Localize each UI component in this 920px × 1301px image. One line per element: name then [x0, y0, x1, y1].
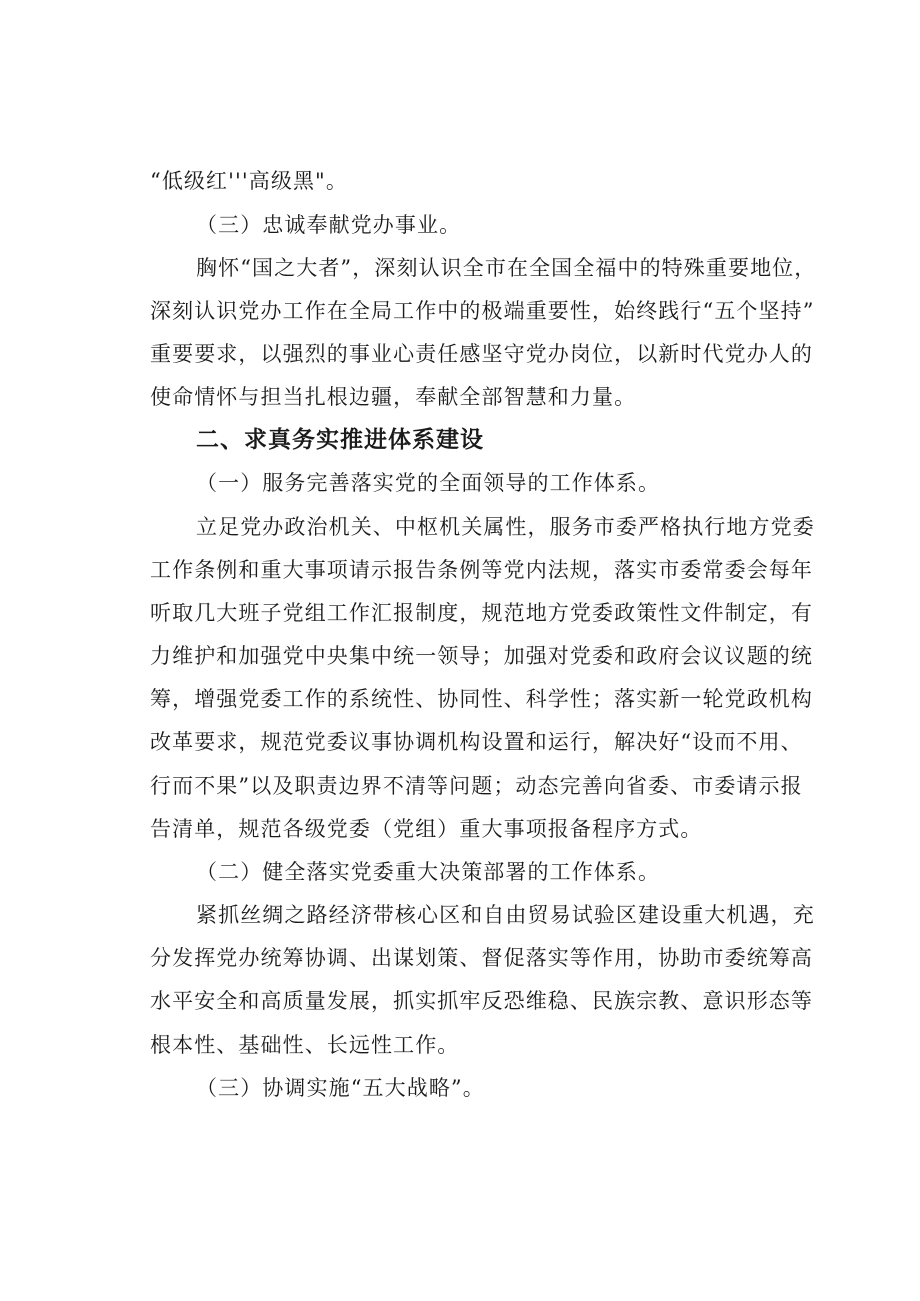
paragraph-line: 深刻认识党办工作在全局工作中的极端重要性，始终践行“五个坚持” — [150, 299, 815, 323]
section-heading: 二、求真务实推进体系建设 — [196, 427, 484, 453]
subheading-line: （三）忠诚奉献党办事业。 — [196, 213, 462, 237]
subheading-line: （一）服务完善落实党的全面领导的工作体系。 — [196, 471, 661, 495]
paragraph-line: 行而不果”以及职责边界不清等问题；动态完善向省委、市委请示报 — [150, 774, 803, 798]
paragraph-line: 改革要求，规范党委议事协调机构设置和运行，解决好“设而不用、 — [150, 730, 803, 754]
paragraph-line: 分发挥党办统筹协调、出谋划策、督促落实等作用，协助市委统筹高 — [150, 946, 813, 970]
paragraph-line: 听取几大班子党组工作汇报制度，规范地方党委政策性文件制定，有 — [150, 601, 813, 625]
subheading-line: （二）健全落实党委重大决策部署的工作体系。 — [196, 860, 661, 884]
paragraph-line: 立足党办政治机关、中枢机关属性，服务市委严格执行地方党委 — [196, 515, 815, 539]
subheading-line: （三）协调实施“五大战略”。 — [196, 1076, 485, 1100]
paragraph-line: “低级红'''高级黑"。 — [150, 169, 348, 193]
paragraph-line: 力维护和加强党中央集中统一领导；加强对党委和政府会议议题的统 — [150, 644, 813, 668]
paragraph-line: 根本性、基础性、长远性工作。 — [150, 1033, 460, 1057]
paragraph-line: 紧抓丝绸之路经济带核心区和自由贸易试验区建设重大机遇，充 — [196, 903, 815, 927]
paragraph-line: 水平安全和高质量发展，抓实抓牢反恐维稳、民族宗教、意识形态等 — [150, 989, 813, 1013]
paragraph-line: 告清单，规范各级党委（党组）重大事项报备程序方式。 — [150, 817, 703, 841]
paragraph-line: 使命情怀与担当扎根边疆，奉献全部智慧和力量。 — [150, 385, 637, 409]
paragraph-line: 胸怀“国之大者”，深刻认识全市在全国全福中的特殊重要地位， — [196, 256, 817, 280]
paragraph-line: 筹，增强党委工作的系统性、协同性、科学性；落实新一轮党政机构 — [150, 687, 813, 711]
paragraph-line: 工作条例和重大事项请示报告条例等党内法规，落实市委常委会每年 — [150, 558, 813, 582]
paragraph-line: 重要要求，以强烈的事业心责任感坚守党办岗位，以新时代党办人的 — [150, 342, 813, 366]
